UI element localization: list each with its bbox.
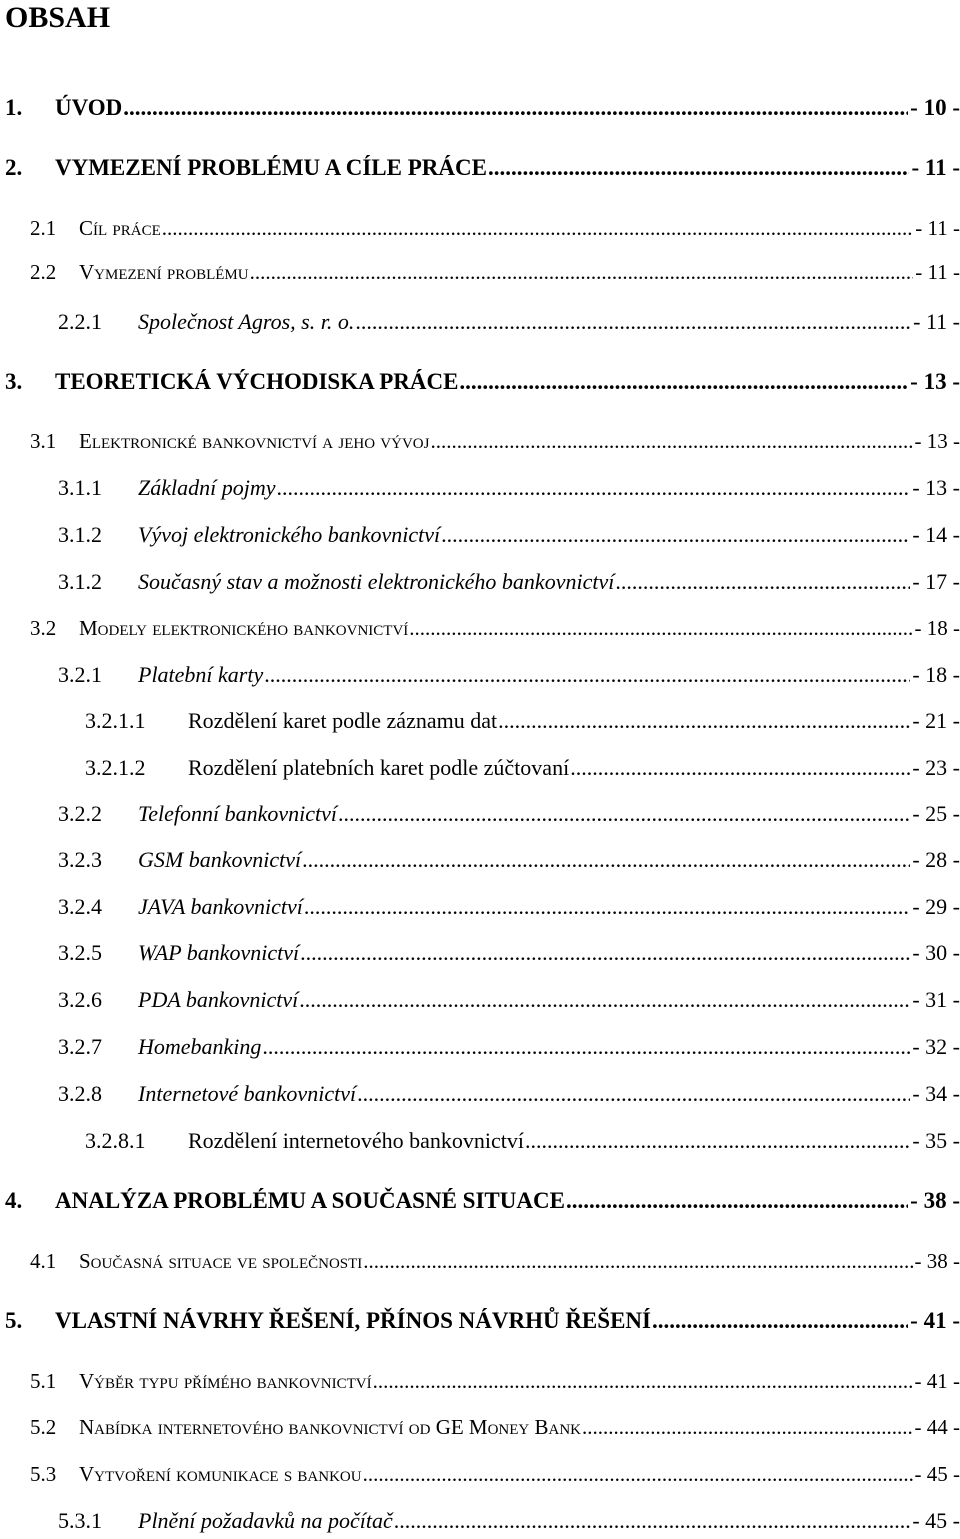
toc-entry[interactable] xyxy=(30,213,960,243)
toc-entry-page: - 11 - xyxy=(911,155,960,180)
toc-entry-number: 3. xyxy=(5,369,23,394)
toc-entry[interactable] xyxy=(30,257,960,287)
toc-entry-number: 3.1 xyxy=(30,429,57,453)
toc-entry-title: Výběr typu přímého bankovnictví xyxy=(79,1369,372,1393)
toc-entry-page: - 10 - xyxy=(910,95,960,120)
toc-entry-page: - 35 - xyxy=(912,1128,960,1153)
toc-entry-number: 3.2.5 xyxy=(58,940,102,965)
toc-entry-number: 3.2.6 xyxy=(58,987,102,1012)
toc-entry-number: 3.2.1.1 xyxy=(85,708,146,733)
toc-entry-page: - 11 - xyxy=(915,260,960,284)
toc-entry-number: 3.1.2 xyxy=(58,522,102,547)
toc-dot-leader xyxy=(488,153,910,183)
toc-dot-leader xyxy=(373,1366,913,1396)
page-title: OBSAH xyxy=(5,1,111,34)
toc-entry-title: JAVA bankovnictví xyxy=(138,894,303,919)
toc-entry-number: 3.2.1 xyxy=(58,662,102,687)
toc-dot-leader xyxy=(262,1032,910,1062)
toc-entry[interactable] xyxy=(85,706,960,736)
toc-entry[interactable] xyxy=(58,1506,960,1536)
toc-entry-title: WAP bankovnictví xyxy=(138,940,300,965)
toc-entry-page: - 29 - xyxy=(912,894,960,919)
toc-entry[interactable] xyxy=(58,985,960,1015)
toc-dot-leader xyxy=(498,706,910,736)
toc-entry[interactable] xyxy=(30,426,960,456)
toc-entry[interactable] xyxy=(5,1306,960,1336)
toc-entry-page: - 18 - xyxy=(914,616,960,640)
toc-entry-title: Internetové bankovnictví xyxy=(138,1081,357,1106)
toc-entry[interactable] xyxy=(58,307,960,337)
toc-entry[interactable] xyxy=(58,1032,960,1062)
toc-entry-page: - 34 - xyxy=(912,1081,960,1106)
toc-entry-page: - 45 - xyxy=(914,1462,960,1486)
toc-entry-number: 3.2 xyxy=(30,616,57,640)
toc-dot-leader xyxy=(363,1246,912,1276)
toc-entry[interactable] xyxy=(58,799,960,829)
toc-entry-title: Rozdělení karet podle záznamu dat xyxy=(188,708,498,733)
toc-entry[interactable] xyxy=(58,473,960,503)
toc-dot-leader xyxy=(300,938,910,968)
toc-entry[interactable] xyxy=(30,613,960,643)
toc-entry-title: GSM bankovnictví xyxy=(138,847,302,872)
toc-entry-title: Homebanking xyxy=(138,1034,262,1059)
toc-entry-page: - 44 - xyxy=(914,1415,960,1439)
toc-entry-number: 2. xyxy=(5,155,23,180)
toc-entry-number: 5.1 xyxy=(30,1369,57,1393)
toc-entry[interactable] xyxy=(30,1366,960,1396)
toc-entry-number: 3.2.4 xyxy=(58,894,102,919)
toc-entry-number: 4. xyxy=(5,1188,23,1213)
toc-entry-page: - 23 - xyxy=(912,755,960,780)
toc-entry[interactable] xyxy=(58,892,960,922)
toc-entry-title: PDA bankovnictví xyxy=(138,987,299,1012)
toc-entry-page: - 11 - xyxy=(913,309,960,334)
toc-entry-page: - 13 - xyxy=(910,369,960,394)
toc-dot-leader xyxy=(363,1459,913,1489)
toc-dot-leader xyxy=(357,1079,910,1109)
toc-entry-title: Modely elektronického bankovnictví xyxy=(79,616,409,640)
toc-entry-page: - 17 - xyxy=(912,569,960,594)
toc-dot-leader xyxy=(123,93,908,123)
toc-entry-title: Rozdělení internetového bankovnictví xyxy=(188,1128,525,1153)
toc-entry[interactable] xyxy=(5,93,960,123)
toc-entry-number: 4.1 xyxy=(30,1249,57,1273)
toc-entry[interactable] xyxy=(5,367,960,397)
toc-entry-page: - 32 - xyxy=(912,1034,960,1059)
toc-dot-leader xyxy=(570,753,910,783)
toc-entry[interactable] xyxy=(30,1246,960,1276)
toc-entry[interactable] xyxy=(5,153,960,183)
toc-dot-leader xyxy=(441,520,910,550)
toc-entry-page: - 13 - xyxy=(914,429,960,453)
toc-dot-leader xyxy=(355,307,911,337)
toc-entry-title: Elektronické bankovnictví a jeho vývoj xyxy=(79,429,430,453)
toc-entry-title: Platební karty xyxy=(138,662,264,687)
toc-entry-page: - 13 - xyxy=(912,475,960,500)
toc-entry-page: - 14 - xyxy=(912,522,960,547)
toc-entry-title: ANALÝZA PROBLÉMU A SOUČASNÉ SITUACE xyxy=(55,1188,565,1213)
toc-entry[interactable] xyxy=(58,660,960,690)
toc-entry-page: - 11 - xyxy=(915,216,960,240)
toc-entry-number: 2.2 xyxy=(30,260,57,284)
toc-dot-leader xyxy=(304,892,910,922)
toc-dot-leader xyxy=(250,257,914,287)
toc-entry-page: - 30 - xyxy=(912,940,960,965)
toc-entry-number: 5.3.1 xyxy=(58,1508,102,1533)
toc-entry-title: VLASTNÍ NÁVRHY ŘEŠENÍ, PŘÍNOS NÁVRHŮ ŘEŠENÍ xyxy=(55,1308,651,1333)
toc-entry-number: 5.3 xyxy=(30,1462,57,1486)
toc-entry-number: 3.2.8 xyxy=(58,1081,102,1106)
toc-dot-leader xyxy=(566,1186,908,1216)
toc-entry-title: Vytvoření komunikace s bankou xyxy=(79,1462,362,1486)
toc-entry-number: 2.2.1 xyxy=(58,309,102,334)
toc-entry[interactable] xyxy=(85,1126,960,1156)
toc-entry-number: 3.1.2 xyxy=(58,569,102,594)
toc-entry-number: 5.2 xyxy=(30,1415,57,1439)
toc-entry-title: Cíl práce xyxy=(79,216,161,240)
toc-entry-title: Společnost Agros, s. r. o. xyxy=(138,309,355,334)
toc-dot-leader xyxy=(299,985,910,1015)
toc-entry-title: Vymezení problému xyxy=(79,260,249,284)
toc-entry-title: Nabídka internetového bankovnictví od GE Money Bank xyxy=(79,1415,582,1439)
toc-entry-number: 3.2.1.2 xyxy=(85,755,146,780)
toc-dot-leader xyxy=(338,799,910,829)
toc-entry-page: - 45 - xyxy=(912,1508,960,1533)
toc-entry-title: Současná situace ve společnosti xyxy=(79,1249,363,1273)
toc-entry-title: Vývoj elektronického bankovnictví xyxy=(138,522,441,547)
toc-entry-number: 3.2.3 xyxy=(58,847,102,872)
toc-entry-page: - 38 - xyxy=(910,1188,960,1213)
toc-entry-page: - 31 - xyxy=(912,987,960,1012)
toc-entry[interactable] xyxy=(58,1079,960,1109)
toc-entry-number: 5. xyxy=(5,1308,23,1333)
toc-dot-leader xyxy=(264,660,910,690)
toc-entry[interactable] xyxy=(58,938,960,968)
toc-dot-leader xyxy=(582,1412,912,1442)
toc-entry-page: - 28 - xyxy=(912,847,960,872)
toc-dot-leader xyxy=(162,213,914,243)
toc-entry-title: Současný stav a možnosti elektronického bankovnictví xyxy=(138,569,615,594)
toc-entry-page: - 18 - xyxy=(912,662,960,687)
toc-dot-leader xyxy=(525,1126,910,1156)
toc-entry-number: 2.1 xyxy=(30,216,57,240)
toc-entry-number: 3.2.7 xyxy=(58,1034,102,1059)
toc-entry[interactable] xyxy=(58,520,960,550)
toc-entry-title: Plnění požadavků na počítač xyxy=(138,1508,393,1533)
toc-entry-title: VYMEZENÍ PROBLÉMU A CÍLE PRÁCE xyxy=(55,155,487,180)
toc-dot-leader xyxy=(430,426,912,456)
toc-dot-leader xyxy=(459,367,908,397)
toc-entry-title: Základní pojmy xyxy=(138,475,276,500)
toc-entry[interactable] xyxy=(85,753,960,783)
toc-entry-number: 1. xyxy=(5,95,23,120)
toc-dot-leader xyxy=(302,845,910,875)
toc-entry-number: 3.2.2 xyxy=(58,801,102,826)
toc-dot-leader xyxy=(652,1306,908,1336)
toc-entry[interactable] xyxy=(30,1459,960,1489)
toc-dot-leader xyxy=(615,567,910,597)
toc-entry-number: 3.1.1 xyxy=(58,475,102,500)
toc-entry[interactable] xyxy=(5,1186,960,1216)
toc-entry-page: - 25 - xyxy=(912,801,960,826)
toc-dot-leader xyxy=(277,473,911,503)
toc-entry-title: Telefonní bankovnictví xyxy=(138,801,337,826)
toc-entry-number: 3.2.8.1 xyxy=(85,1128,146,1153)
toc-entry[interactable] xyxy=(30,1412,960,1442)
toc-entry[interactable] xyxy=(58,567,960,597)
toc-dot-leader xyxy=(394,1506,911,1536)
toc-entry-title: TEORETICKÁ VÝCHODISKA PRÁCE xyxy=(55,369,459,394)
toc-entry-page: - 41 - xyxy=(914,1369,960,1393)
toc-entry-page: - 41 - xyxy=(910,1308,960,1333)
toc-entry-page: - 21 - xyxy=(912,708,960,733)
toc-entry-page: - 38 - xyxy=(914,1249,960,1273)
toc-entry-title: ÚVOD xyxy=(55,95,123,120)
toc-entry[interactable] xyxy=(58,845,960,875)
toc-entry-title: Rozdělení platebních karet podle zúčtovaní xyxy=(188,755,570,780)
toc-dot-leader xyxy=(409,613,912,643)
